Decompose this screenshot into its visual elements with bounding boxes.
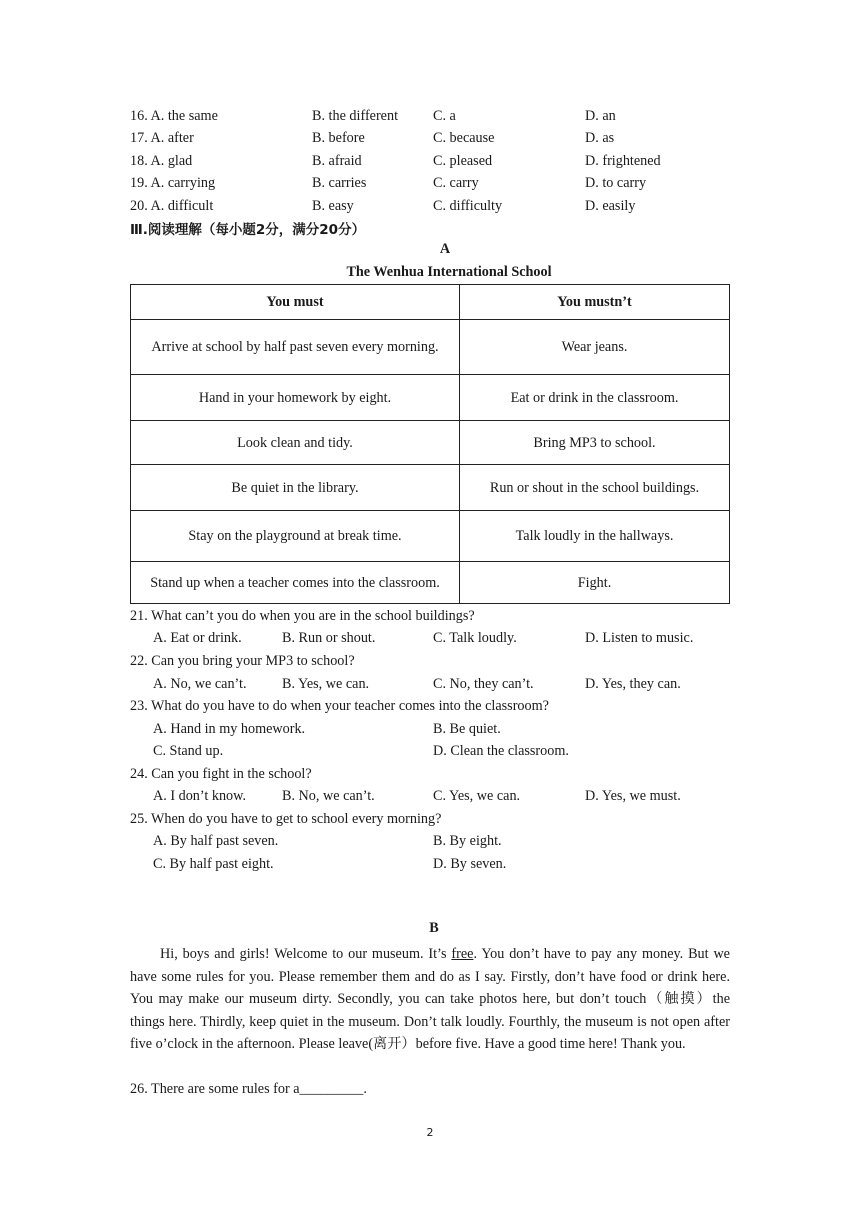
col-header-mustnt: You mustn’t	[460, 285, 730, 320]
rule-must: Stand up when a teacher comes into the classroom.	[131, 562, 460, 604]
rule-mustnt: Eat or drink in the classroom.	[460, 375, 730, 421]
answer-a: A. By half past seven.	[153, 833, 279, 849]
option-a: 19. A. carrying	[130, 175, 216, 191]
answer-b: B. Run or shout.	[282, 630, 376, 646]
option-row-18	[130, 150, 730, 172]
option-b: B. afraid	[312, 153, 362, 169]
passage-text-start: Hi, boys and girls! Welcome to our museum. It’s	[160, 946, 452, 962]
part-a-letter: A	[439, 241, 451, 257]
option-b: B. carries	[312, 175, 367, 191]
answer-b: B. Yes, we can.	[282, 676, 370, 692]
answer-a: A. Eat or drink.	[153, 630, 242, 646]
option-d: D. an	[585, 108, 616, 124]
option-row-20	[130, 195, 730, 217]
option-c: C. difficulty	[433, 198, 503, 214]
answer-d: D. By seven.	[433, 856, 507, 872]
rule-mustnt: Bring MP3 to school.	[460, 421, 730, 465]
answer-a: A. No, we can’t.	[153, 676, 247, 692]
page-number: 2	[426, 1126, 434, 1139]
question-26: 26. There are some rules for a_________.	[130, 1081, 367, 1097]
option-b: B. the different	[312, 108, 399, 124]
answer-a: A. I don’t know.	[153, 788, 247, 804]
section-title: Ⅲ.阅读理解（每小题2分，满分20分）	[130, 222, 366, 238]
option-row-17	[130, 127, 730, 149]
answer-c: C. Stand up.	[153, 743, 224, 759]
option-c: C. carry	[433, 175, 479, 191]
answer-c: C. Talk loudly.	[433, 630, 517, 646]
passage-text-rest: . You don’t have to pay any money. But we have some rules for you. Please remember them and do as I say. Firstly, don’t have food or drink here. You may make our museum dirty. Secondly, you can take photos here, but don’t touch（触摸）the things here. Thirdly, keep quiet in the museum. Don’t talk loudly. Fourthly, the museum is not open after five o’clock in the afternoon. Please leave(离开）before five. Have a good time here! Thank you.	[130, 946, 730, 1053]
answer-d: D. Clean the classroom.	[433, 743, 569, 759]
option-a: 20. A. difficult	[130, 198, 214, 214]
school-rules-table	[130, 284, 730, 604]
option-d: D. frightened	[585, 153, 661, 169]
rule-mustnt: Fight.	[460, 562, 730, 604]
option-c: C. pleased	[433, 153, 493, 169]
rule-mustnt: Talk loudly in the hallways.	[460, 511, 730, 562]
rule-must: Hand in your homework by eight.	[131, 375, 460, 421]
answer-c: C. By half past eight.	[153, 856, 274, 872]
answer-b: B. By eight.	[433, 833, 502, 849]
option-b: B. easy	[312, 198, 354, 214]
answer-b: B. Be quiet.	[433, 721, 501, 737]
option-a: 16. A. the same	[130, 108, 218, 124]
answer-d: D. Listen to music.	[585, 630, 694, 646]
answer-c: C. No, they can’t.	[433, 676, 534, 692]
option-d: D. easily	[585, 198, 636, 214]
option-a: 17. A. after	[130, 130, 194, 146]
answer-c: C. Yes, we can.	[433, 788, 521, 804]
rule-must: Be quiet in the library.	[131, 465, 460, 511]
rule-must: Look clean and tidy.	[131, 421, 460, 465]
museum-passage	[130, 943, 730, 1056]
question-23: 23. What do you have to do when your teacher comes into the classroom?	[130, 698, 549, 714]
question-25: 25. When do you have to get to school every morning?	[130, 811, 442, 827]
rule-must: Stay on the playground at break time.	[131, 511, 460, 562]
option-d: D. as	[585, 130, 615, 146]
option-a: 18. A. glad	[130, 153, 193, 169]
answer-d: D. Yes, they can.	[585, 676, 681, 692]
option-d: D. to carry	[585, 175, 647, 191]
question-24: 24. Can you fight in the school?	[130, 766, 312, 782]
option-b: B. before	[312, 130, 365, 146]
answer-b: B. No, we can’t.	[282, 788, 375, 804]
option-row-19	[130, 172, 730, 194]
part-a-title: The Wenhua International School	[346, 264, 552, 280]
rule-must: Arrive at school by half past seven every morning.	[131, 320, 460, 375]
rule-mustnt: Wear jeans.	[460, 320, 730, 375]
option-row-16	[130, 105, 730, 127]
answer-a: A. Hand in my homework.	[153, 721, 306, 737]
option-c: C. because	[433, 130, 495, 146]
option-c: C. a	[433, 108, 456, 124]
answer-d: D. Yes, we must.	[585, 788, 681, 804]
col-header-must: You must	[131, 285, 460, 320]
question-22: 22. Can you bring your MP3 to school?	[130, 653, 355, 669]
question-21: 21. What can’t you do when you are in the school buildings?	[130, 608, 475, 624]
rule-mustnt: Run or shout in the school buildings.	[460, 465, 730, 511]
part-b-letter: B	[429, 920, 439, 936]
passage-underlined-word: free	[451, 946, 474, 962]
